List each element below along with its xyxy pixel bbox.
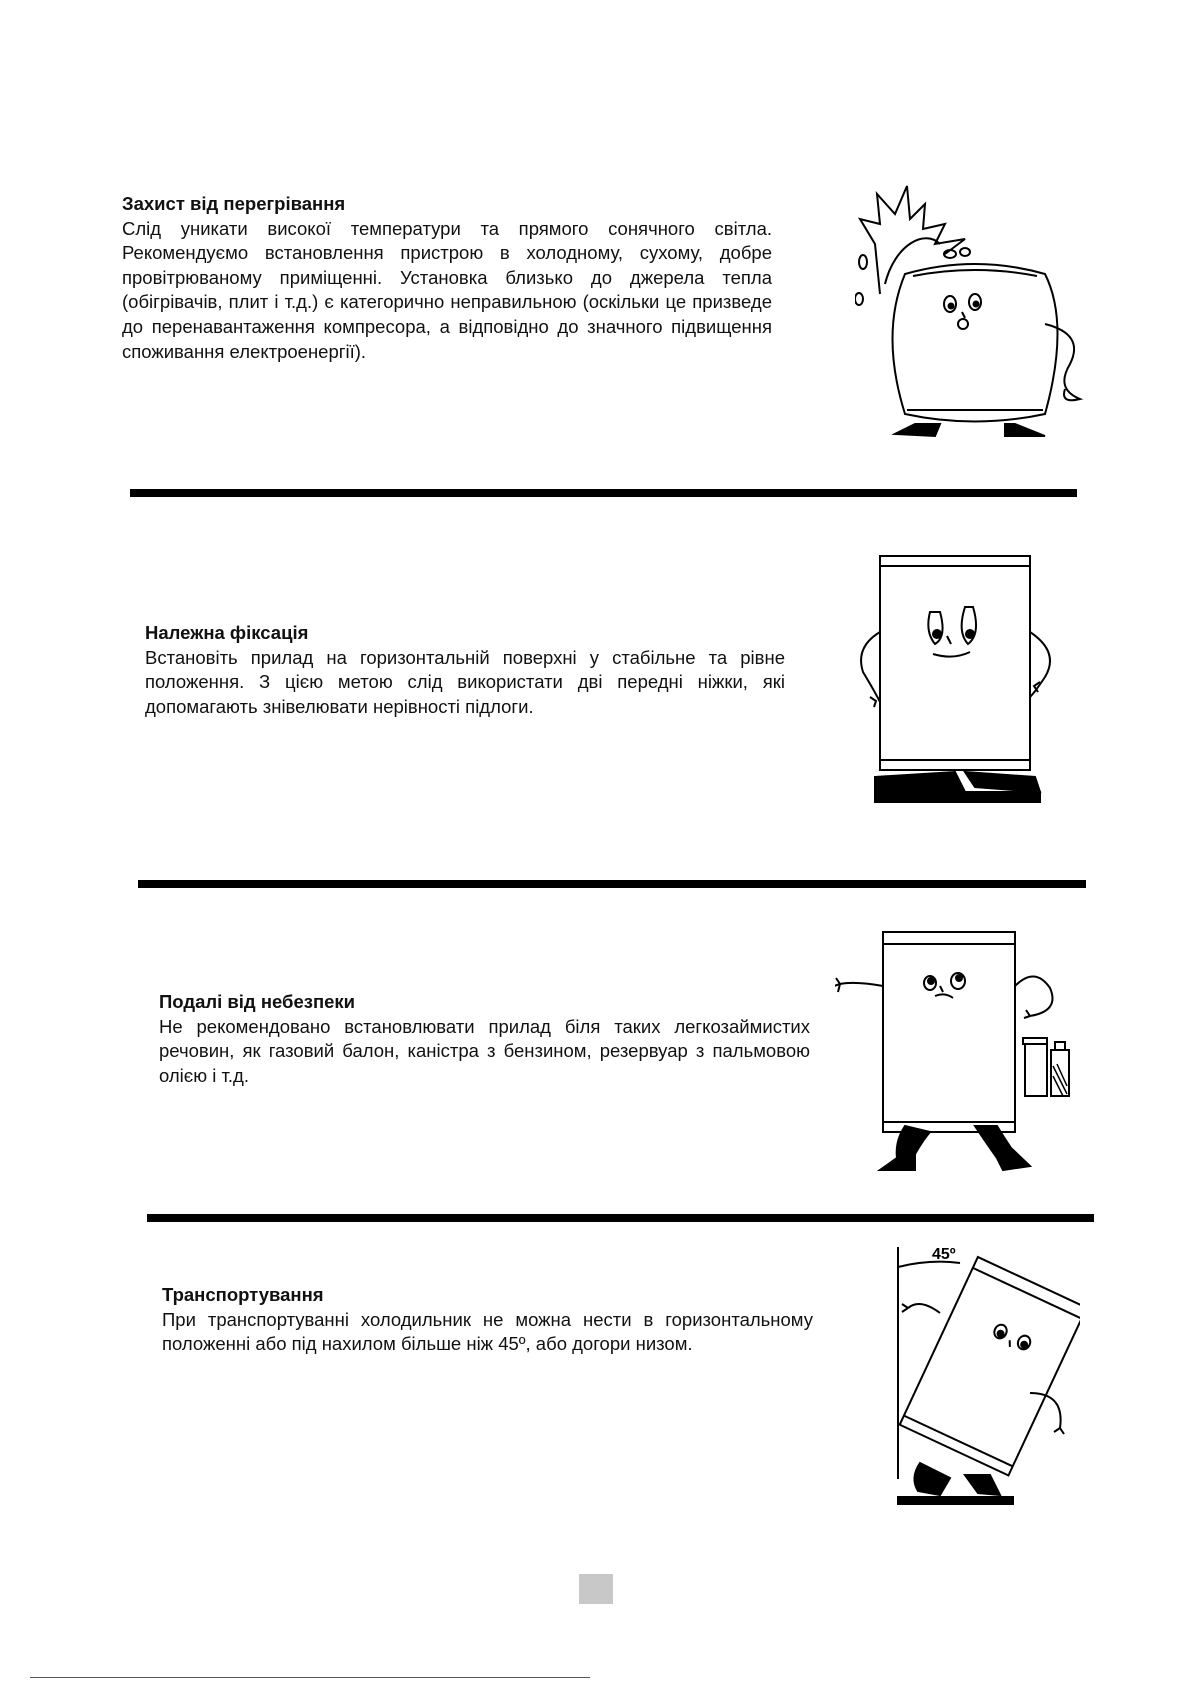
- section-divider: [138, 880, 1086, 888]
- section-divider: [147, 1214, 1094, 1222]
- section-title: Подалі від небезпеки: [159, 991, 356, 1012]
- section-text: При транспортуванні холодильник не можна нести в горизонтальному положенні або під нахилом більше ніж 45º, або догори низом.: [162, 1308, 813, 1355]
- section-text: Слід уникати високої температури та прямого сонячного світла. Рекомендуємо встановлення пристрою в холодному, сухому, добре провітрюваному приміщенні. Установка близько до джерела тепла (обігрівачів, плит і т.д.) є категорично неправильною (оскільки це призведе до перенавантаження компресора, а відповідно до значного підвищення споживання електроенергії).: [122, 217, 772, 362]
- sweating-fridge-icon: [855, 184, 1095, 442]
- section-text: Не рекомендовано встановлювати прилад біля таких легкозаймистих речовин, як газовий балон, каністра з бензином, резервуар з пальмовою олією і т.д.: [159, 1015, 810, 1086]
- section-divider: [130, 489, 1077, 497]
- angle-label: 45º: [932, 1246, 956, 1263]
- standing-fridge-icon: [855, 552, 1055, 807]
- section-text: Встановіть прилад на горизонтальній поверхні у стабільне та рівне положення. З цією метою слід використати дві передні ніжки, які допомагають знівелювати нерівності підлоги.: [145, 646, 785, 717]
- tilted-fridge-icon: [880, 1243, 1080, 1513]
- page-number-box: [579, 1574, 613, 1604]
- section-fixation: [145, 621, 785, 719]
- section-transport: [162, 1283, 813, 1357]
- section-title: Належна фіксація: [145, 622, 309, 643]
- section-overheating: [122, 192, 772, 364]
- section-danger: [159, 990, 810, 1088]
- fleeing-fridge-icon: [835, 926, 1085, 1176]
- footer-line: [30, 1677, 590, 1678]
- section-title: Транспортування: [162, 1284, 324, 1305]
- section-title: Захист від перегрівання: [122, 193, 346, 214]
